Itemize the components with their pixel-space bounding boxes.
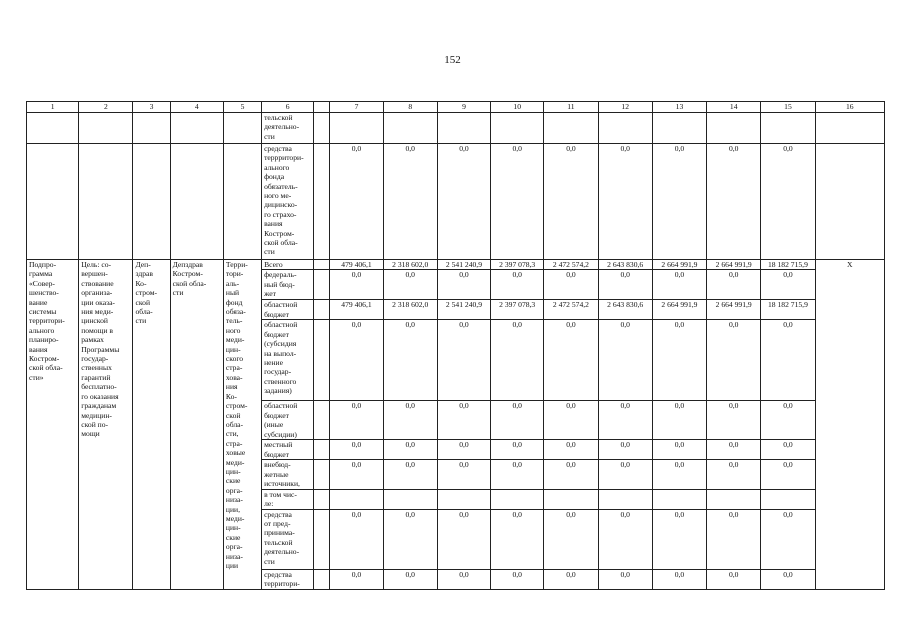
value-cell: 0,0 (652, 509, 706, 569)
value-cell: 2 664 991,9 (707, 260, 761, 270)
value-cell: 0,0 (330, 144, 383, 260)
responsible-executor: Деп- здрав Ко- стром- ской обла- сти (133, 260, 170, 590)
table-row (27, 144, 885, 260)
empty-cell (223, 113, 261, 144)
empty-cell (815, 144, 884, 260)
value-cell: 2 472 574,2 (544, 260, 598, 270)
value-cell: 0,0 (761, 440, 815, 460)
header-row (27, 102, 885, 113)
value-cell: 0,0 (707, 509, 761, 569)
value-cell: 0,0 (544, 270, 598, 300)
value-cell: 0,0 (544, 401, 598, 440)
value-cell: 0,0 (491, 569, 544, 589)
value-cell: 0,0 (491, 460, 544, 489)
empty-cell (314, 260, 330, 270)
row-label: средства от пред- принима- тельской деятельно- сти (262, 509, 314, 569)
value-cell (383, 113, 437, 144)
budget-table (26, 101, 885, 590)
empty-cell (314, 300, 330, 320)
value-cell: 0,0 (491, 144, 544, 260)
value-cell (491, 489, 544, 509)
value-cell (598, 489, 652, 509)
value-cell: 0,0 (598, 569, 652, 589)
value-cell: 0,0 (491, 509, 544, 569)
value-cell: 0,0 (707, 144, 761, 260)
page-number: 152 (444, 54, 461, 66)
value-cell (598, 113, 652, 144)
value-cell: 0,0 (491, 440, 544, 460)
value-cell: 0,0 (330, 440, 383, 460)
value-cell: 2 397 078,3 (491, 300, 544, 320)
empty-cell (79, 144, 133, 260)
row-label: Всего (262, 260, 314, 270)
column-header: 2 (79, 102, 133, 113)
column-header: 6 (262, 102, 314, 113)
value-cell (544, 489, 598, 509)
value-cell (330, 113, 383, 144)
value-cell: 0,0 (761, 401, 815, 440)
empty-cell (170, 144, 223, 260)
empty-cell (314, 569, 330, 589)
row-label: средства территори- (262, 569, 314, 589)
value-cell: 0,0 (383, 509, 437, 569)
value-cell: 0,0 (437, 144, 490, 260)
value-cell: 0,0 (437, 401, 490, 440)
value-cell: 0,0 (437, 440, 490, 460)
value-cell: 0,0 (652, 270, 706, 300)
value-cell (437, 113, 490, 144)
value-cell: 0,0 (383, 270, 437, 300)
co-executor: Депздрав Костром- ской обла- сти (170, 260, 223, 590)
value-cell: 0,0 (491, 401, 544, 440)
empty-cell (815, 113, 884, 144)
value-cell: 479 406,1 (330, 300, 383, 320)
value-cell: 2 643 830,6 (598, 300, 652, 320)
column-header: 7 (330, 102, 383, 113)
column-header: 8 (383, 102, 437, 113)
value-cell: 0,0 (437, 320, 490, 401)
value-cell: 0,0 (544, 320, 598, 401)
value-cell (544, 113, 598, 144)
value-cell (652, 489, 706, 509)
value-cell (437, 489, 490, 509)
value-cell: 0,0 (330, 401, 383, 440)
value-cell: 2 541 240,9 (437, 300, 490, 320)
value-cell: 0,0 (544, 569, 598, 589)
value-cell: 0,0 (707, 569, 761, 589)
value-cell: 18 182 715,9 (761, 300, 815, 320)
value-cell: 0,0 (761, 144, 815, 260)
value-cell: 0,0 (598, 440, 652, 460)
empty-cell (27, 144, 79, 260)
value-cell: 2 397 078,3 (491, 260, 544, 270)
row-label: областной бюджет (иные субсидии) (262, 401, 314, 440)
empty-cell (223, 144, 261, 260)
row-label: областной бюджет (262, 300, 314, 320)
value-cell: 0,0 (652, 320, 706, 401)
value-cell: 0,0 (330, 270, 383, 300)
empty-cell (314, 270, 330, 300)
empty-cell (314, 440, 330, 460)
value-cell: 0,0 (652, 144, 706, 260)
empty-cell (133, 113, 170, 144)
empty-cell (27, 113, 79, 144)
value-cell: 0,0 (383, 144, 437, 260)
row-label: тельской деятельно- сти (262, 113, 314, 144)
value-cell: 0,0 (544, 440, 598, 460)
value-cell: 0,0 (652, 440, 706, 460)
row-label: федераль- ный бюд- жет (262, 270, 314, 300)
value-cell (491, 113, 544, 144)
empty-cell (314, 401, 330, 440)
column-header: 15 (761, 102, 815, 113)
value-cell: 0,0 (330, 569, 383, 589)
column-header: 3 (133, 102, 170, 113)
value-cell (652, 113, 706, 144)
subprogram-goal: Цель: со- вершен- ствование организа- ции оказа- ния меди- цинской помощи в рамках Программы государ- ственных гарантий бесплатно- го оказания гражданам медицин- ской по- мощи (79, 260, 133, 590)
row-label: местный бюджет (262, 440, 314, 460)
empty-cell (314, 489, 330, 509)
value-cell: 0,0 (761, 509, 815, 569)
value-cell: 0,0 (707, 270, 761, 300)
value-cell: 0,0 (437, 460, 490, 489)
value-cell: 0,0 (544, 460, 598, 489)
value-cell: 0,0 (330, 320, 383, 401)
column-header: 12 (598, 102, 652, 113)
value-cell: 0,0 (652, 460, 706, 489)
value-cell: 0,0 (761, 270, 815, 300)
value-cell: 0,0 (652, 401, 706, 440)
value-cell (383, 489, 437, 509)
value-cell: 0,0 (383, 460, 437, 489)
value-cell: 2 664 991,9 (652, 260, 706, 270)
participants: Терри- тори- аль- ный фонд обяза- тель- ного меди- цин- ского стра- хова- ния Ко- стром- ской обла- сти, стра- ховые меди- цин- ские орга- низа- ции, меди- цин- ские орга- низа- ции (223, 260, 261, 590)
value-cell: 0,0 (707, 320, 761, 401)
value-cell: 0,0 (491, 320, 544, 401)
value-cell: 0,0 (383, 440, 437, 460)
value-cell (761, 113, 815, 144)
empty-cell (314, 144, 330, 260)
value-cell: 2 541 240,9 (437, 260, 490, 270)
value-cell: 0,0 (437, 270, 490, 300)
value-cell: 0,0 (598, 270, 652, 300)
column-header: 4 (170, 102, 223, 113)
value-cell: 0,0 (544, 509, 598, 569)
empty-cell (314, 320, 330, 401)
empty-cell (170, 113, 223, 144)
value-cell: 0,0 (598, 401, 652, 440)
value-cell (761, 489, 815, 509)
column-header: 11 (544, 102, 598, 113)
value-cell: 18 182 715,9 (761, 260, 815, 270)
value-cell: 0,0 (707, 440, 761, 460)
subprogram-name: Подпро- грамма «Совер- шенство- вание системы территори- ального планиро- вания Костром- ской обла- сти» (27, 260, 79, 590)
table-row (27, 113, 885, 144)
value-cell: 2 318 602,0 (383, 260, 437, 270)
empty-cell (314, 509, 330, 569)
value-cell: 0,0 (437, 509, 490, 569)
column-header: 16 (815, 102, 884, 113)
row-label: областной бюджет (субсидия на выпол- нение государ- ственного задания) (262, 320, 314, 401)
empty-cell (314, 113, 330, 144)
value-cell: 2 643 830,6 (598, 260, 652, 270)
value-cell: 0,0 (652, 569, 706, 589)
value-cell: 0,0 (383, 320, 437, 401)
value-cell: 0,0 (761, 460, 815, 489)
column-header: 14 (707, 102, 761, 113)
value-cell (707, 113, 761, 144)
value-cell (330, 489, 383, 509)
value-cell: 0,0 (330, 509, 383, 569)
value-cell: 2 664 991,9 (707, 300, 761, 320)
column-header: 5 (223, 102, 261, 113)
value-cell: 0,0 (761, 320, 815, 401)
value-cell (707, 489, 761, 509)
empty-cell (133, 144, 170, 260)
row-label: средства террритори- ального фонда обязатель- ного ме- дицинско- го страхо- вания Костром- ской обла- сти (262, 144, 314, 260)
value-cell: 0,0 (544, 144, 598, 260)
row-label: внебюд- жетные источники, (262, 460, 314, 489)
column-header (314, 102, 330, 113)
value-cell: 0,0 (330, 460, 383, 489)
value-cell: 0,0 (383, 401, 437, 440)
value-cell: 2 318 602,0 (383, 300, 437, 320)
value-cell: 0,0 (707, 460, 761, 489)
row-label: в том чис- ле: (262, 489, 314, 509)
value-cell: 0,0 (598, 144, 652, 260)
indicator-cell: X (815, 260, 884, 590)
table-row (27, 260, 885, 270)
value-cell: 0,0 (383, 569, 437, 589)
empty-cell (79, 113, 133, 144)
value-cell: 0,0 (437, 569, 490, 589)
empty-cell (314, 460, 330, 489)
value-cell: 2 664 991,9 (652, 300, 706, 320)
value-cell: 0,0 (598, 460, 652, 489)
value-cell: 0,0 (491, 270, 544, 300)
value-cell: 0,0 (707, 401, 761, 440)
value-cell: 0,0 (598, 509, 652, 569)
column-header: 9 (437, 102, 490, 113)
column-header: 10 (491, 102, 544, 113)
column-header: 1 (27, 102, 79, 113)
column-header: 13 (652, 102, 706, 113)
value-cell: 0,0 (598, 320, 652, 401)
value-cell: 2 472 574,2 (544, 300, 598, 320)
value-cell: 0,0 (761, 569, 815, 589)
value-cell: 479 406,1 (330, 260, 383, 270)
